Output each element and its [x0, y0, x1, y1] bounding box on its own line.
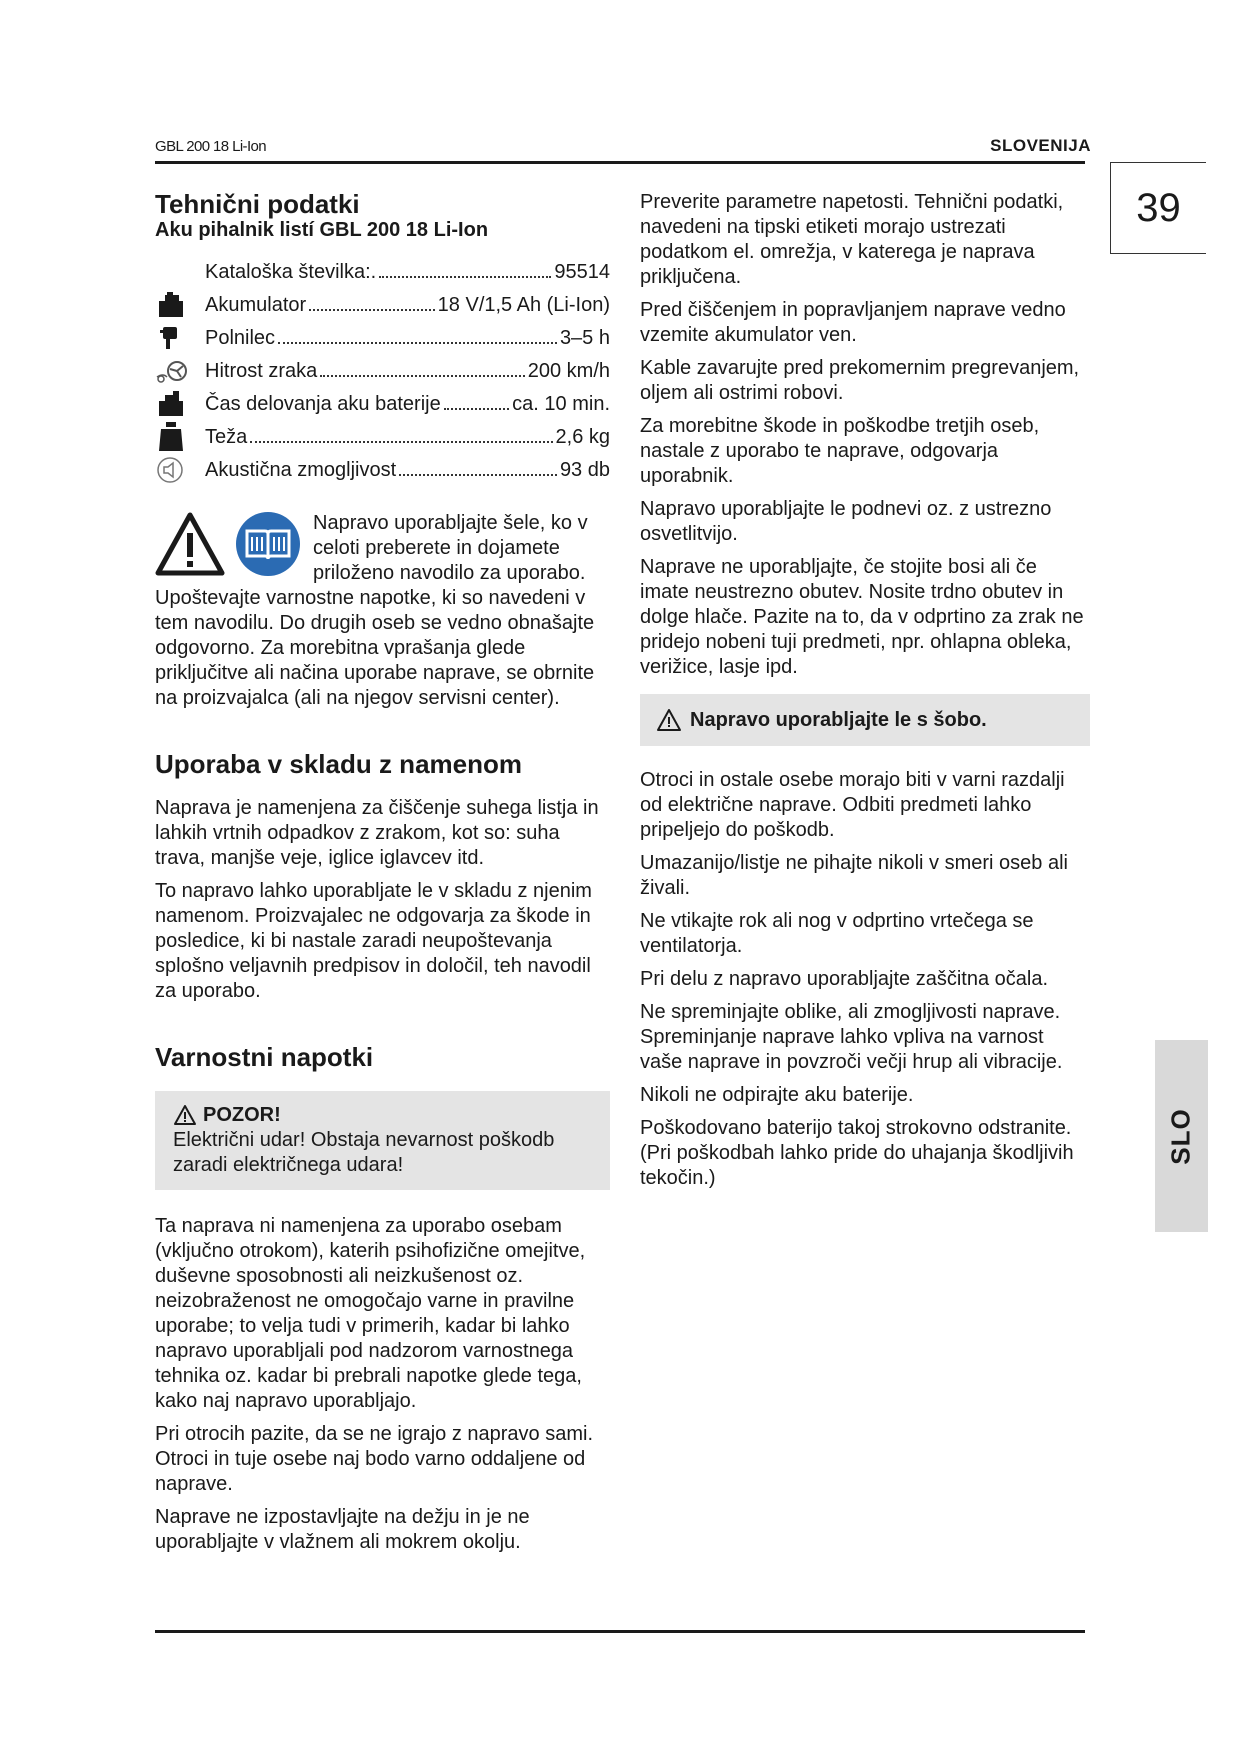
- spec-value: 3–5 h: [559, 326, 610, 349]
- caution-title: [173, 1103, 592, 1128]
- paragraph: Ne vtikajte rok ali nog v odprtino vrtečega se ventilatorja.: [640, 910, 1034, 957]
- section-title-intended-use: Uporaba v skladu z namenom: [155, 748, 522, 779]
- nozzle-note-box: [640, 694, 1090, 746]
- spec-label: Hitrost zraka: [205, 359, 318, 382]
- caution-box: [155, 1091, 610, 1190]
- right-column: [640, 190, 1090, 1199]
- battery-icon: [155, 290, 205, 320]
- header-country: SLOVENIJA: [990, 136, 1091, 155]
- battery-time-icon: [155, 389, 205, 419]
- paragraph: Naprava je namenjena za čiščenje suhega listja in lahkih vrtnih odpadkov z zrakom, kot so: suha trava, manjše veje, iglice iglavcev itd.: [155, 796, 599, 869]
- paragraph: Ta naprava ni namenjena za uporabo osebam (vključno otrokom), katerih psihofizične omejitve, duševne sposobnosti ali neizkušenost oz. neizobraženost ne omogočajo varne in pravilne uporabe; to velja tudi v primerih, kadar bi lahko napravo uporabljali pod nadzorom varnostnega tehnika oz. kadar bi prebrali napotke glede tega, kako naj napravo uporabljajo.: [155, 1214, 586, 1412]
- air-speed-icon: [155, 356, 205, 386]
- footer-rule: [155, 1630, 1085, 1633]
- spec-value: 2,6 kg: [555, 425, 610, 448]
- spec-label: Teža: [205, 425, 248, 448]
- warning-triangle-icon: [173, 1104, 197, 1126]
- spec-row: [155, 388, 610, 421]
- section-title-safety: Varnostni napotki: [155, 1041, 374, 1072]
- spec-row: [155, 322, 610, 355]
- spec-value: 200 km/h: [527, 359, 610, 382]
- left-column: [155, 190, 610, 1563]
- warning-icons: [155, 511, 301, 586]
- spec-row: [155, 421, 610, 454]
- paragraph: Naprave ne izpostavljajte na dežju in je ne uporabljajte v vlažnem ali mokrem okolju.: [155, 1505, 530, 1553]
- spec-label: Polnilec: [205, 326, 276, 349]
- leader-dots: [379, 262, 551, 278]
- caution-text: Električni udar! Obstaja nevarnost poškodb zaradi električnega udara!: [173, 1128, 555, 1176]
- read-manual-icon: [235, 511, 301, 577]
- spec-value: 95514: [554, 260, 610, 283]
- paragraph: Preverite parametre napetosti. Tehnični podatki, navedeni na tipski etiketi morajo ustrezati podatkom el. omrežja, v katerega je naprava priključena.: [640, 191, 1064, 288]
- paragraph: Poškodovano baterijo takoj strokovno odstranite. (Pri poškodbah lahko pride do uhajanja škodljivih tekočin.): [640, 1117, 1074, 1189]
- spec-value: 18 V/1,5 Ah (Li-Ion): [437, 293, 610, 316]
- spec-label: Kataloška številka:.: [205, 260, 377, 283]
- paragraph: Pri otrocih pazite, da se ne igrajo z napravo sami. Otroci in tuje osebe naj bodo varno oddaljene od naprave.: [155, 1422, 593, 1495]
- specs-title: Tehnični podatki: [155, 189, 360, 219]
- header-rule: [155, 161, 1085, 164]
- leader-dots: [309, 295, 435, 311]
- weight-icon: [155, 422, 205, 452]
- leader-dots: [278, 328, 557, 344]
- paragraph: Kable zavarujte pred prekomernim pregrevanjem, oljem ali ostrimi robovi.: [640, 357, 1080, 404]
- read-manual-warning: [155, 511, 610, 586]
- blank-icon: [155, 257, 205, 287]
- paragraph: Pri delu z napravo uporabljajte zaščitna očala.: [640, 968, 1049, 990]
- spec-label: Akumulator: [205, 293, 307, 316]
- leader-dots: [444, 394, 509, 410]
- leader-dots: [399, 460, 557, 476]
- language-tab-label: SLO: [1166, 1107, 1197, 1165]
- warning-triangle-icon: [656, 708, 682, 732]
- nozzle-note-text: Napravo uporabljajte le s šobo.: [690, 708, 987, 731]
- paragraph: Ne spreminjajte oblike, ali zmogljivosti naprave. Spreminjanje naprave lahko vpliva na varnost vaše naprave in povzroči večji hrup ali vibracije.: [640, 1001, 1063, 1073]
- header-model: GBL 200 18 Li-Ion: [155, 138, 266, 155]
- spec-label: Akustična zmogljivost: [205, 458, 397, 481]
- leader-dots: [250, 427, 552, 443]
- spec-label: Čas delovanja aku baterije: [205, 392, 441, 415]
- paragraph: To napravo lahko uporabljate le v skladu z njenim namenom. Proizvajalec ne odgovarja za škode in posledice, ki bi nastale zaradi neupoštevanja splošno veljavnih predpisov in določil, teh navodil za uporabo.: [155, 879, 592, 1002]
- intro-paragraph: Upoštevajte varnostne napotke, ki so navedeni v tem navodilu. Do drugih oseb se vedno obnašajte odgovorno. Za morebitna vprašanja glede priključitve ali načina uporabe naprave, se obrnite na proizvajalca (ali na njegov servisni center).: [155, 586, 595, 709]
- language-tab: [1155, 1040, 1208, 1232]
- paragraph: Nikoli ne odpirajte aku baterije.: [640, 1084, 914, 1106]
- spec-list: [155, 256, 610, 487]
- paragraph: Za morebitne škode in poškodbe tretjih oseb, nastale z uporabo te naprave, odgovarja uporabnik.: [640, 415, 1040, 487]
- paragraph: Umazanijo/listje ne pihajte nikoli v smeri oseb ali živali.: [640, 852, 1068, 899]
- paragraph: Naprave ne uporabljajte, če stojite bosi ali če imate neustrezno obutev. Nosite trdno obutev in dolge hlače. Pazite na to, da v odprtino za zrak ne pridejo nobeni tuji predmeti, npr. ohlapna obleka, verižice, lasje ipd.: [640, 556, 1084, 678]
- leader-dots: [320, 361, 524, 377]
- paragraph: Pred čiščenjem in popravljanjem naprave vedno vzemite akumulator ven.: [640, 299, 1066, 346]
- spec-value: ca. 10 min.: [512, 392, 610, 415]
- specs-subtitle: Aku pihalnik listí GBL 200 18 Li-Ion: [155, 218, 489, 241]
- caution-title-text: POZOR!: [203, 1103, 281, 1126]
- spec-row: [155, 454, 610, 487]
- read-manual-text: Napravo uporabljajte šele, ko v celoti preberete in dojamete priloženo navodilo za uporabo.: [313, 511, 588, 584]
- spec-row: [155, 289, 610, 322]
- charger-icon: [155, 323, 205, 353]
- spec-row: [155, 256, 610, 289]
- paragraph: Napravo uporabljajte le podnevi oz. z ustrezno osvetlitvijo.: [640, 498, 1052, 545]
- page-number: 39: [1110, 162, 1206, 254]
- spec-value: 93 db: [559, 458, 610, 481]
- paragraph: Otroci in ostale osebe morajo biti v varni razdalji od električne naprave. Odbiti predmeti lahko pripeljejo do poškodb.: [640, 769, 1065, 841]
- sound-icon: [155, 455, 205, 485]
- spec-row: [155, 355, 610, 388]
- warning-triangle-icon: [155, 511, 225, 577]
